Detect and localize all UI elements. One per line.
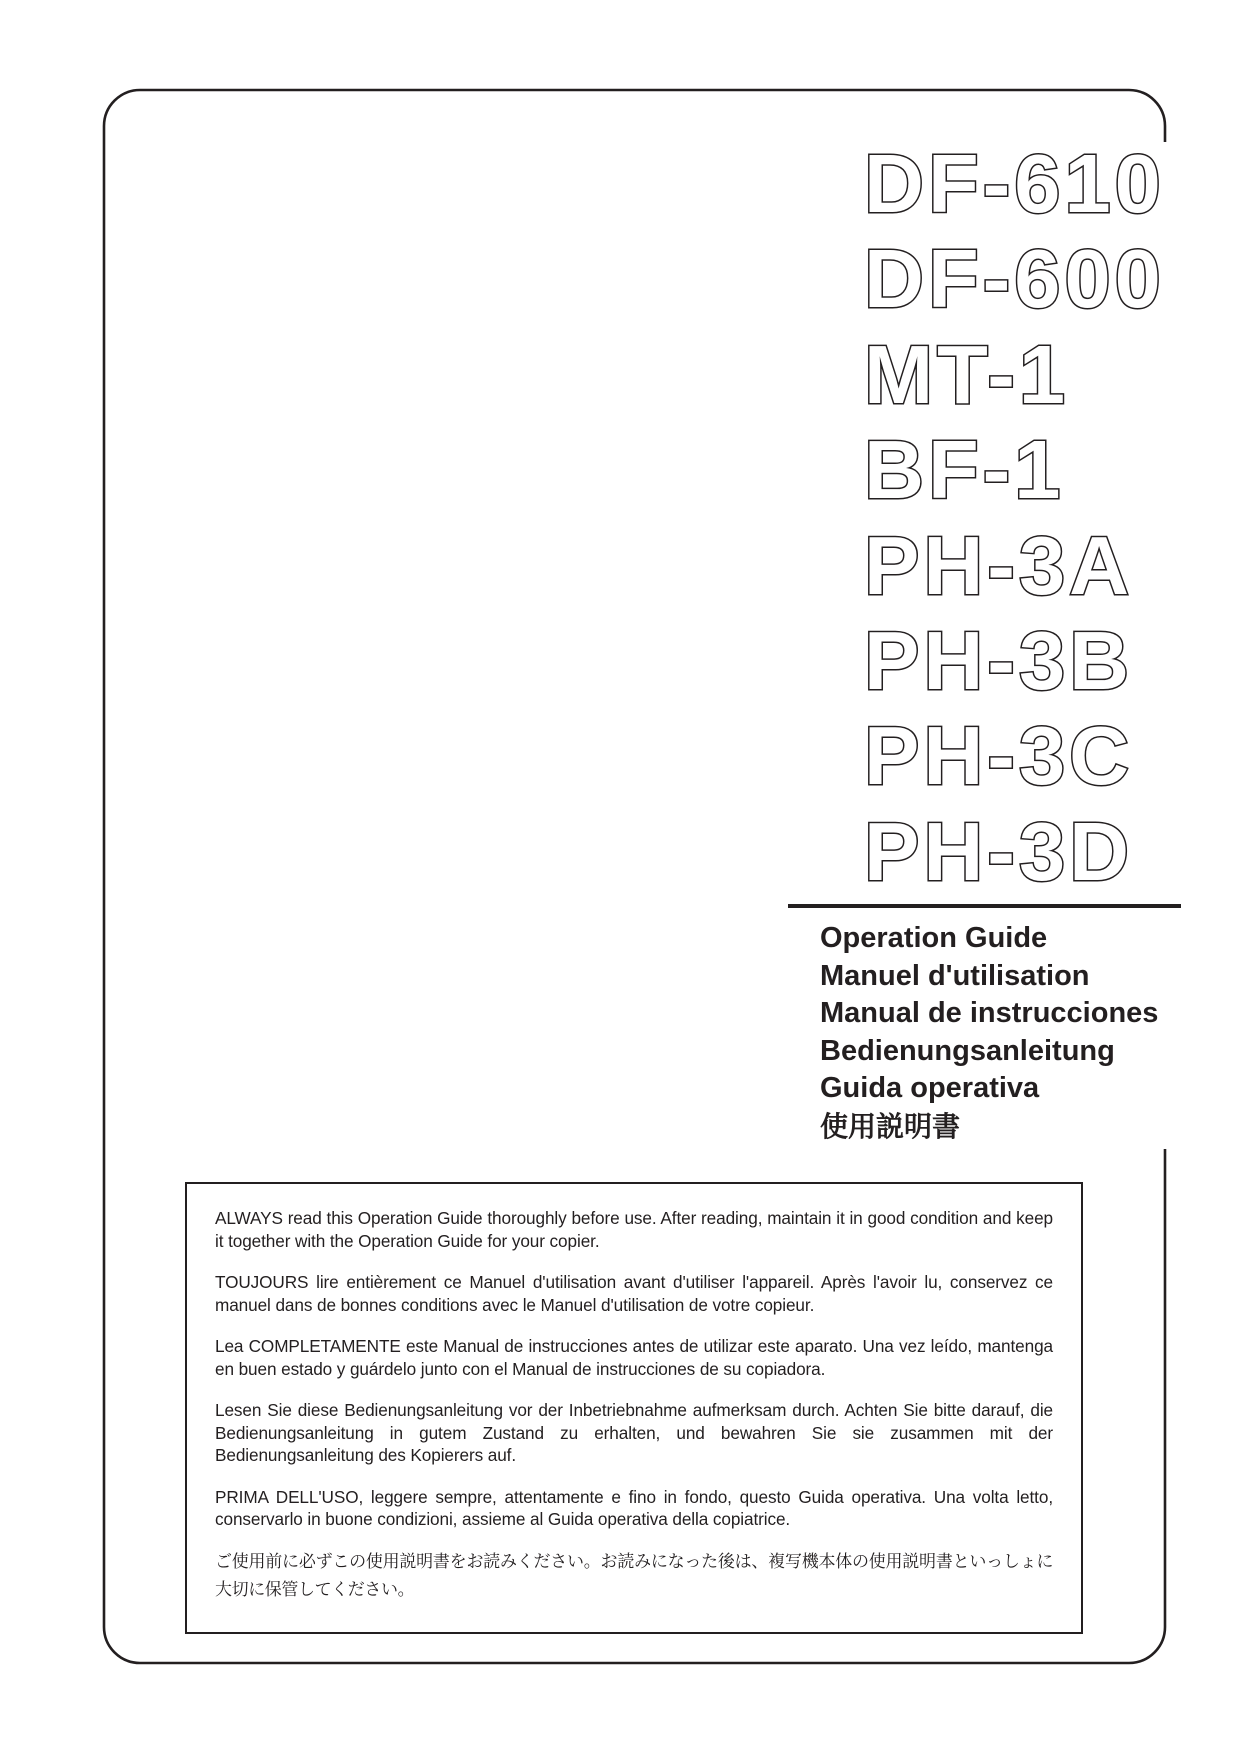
model-title: DF-600 [864, 232, 1165, 326]
guide-title-italian: Guida operativa [820, 1072, 1040, 1105]
guide-title-japanese: 使用説明書 [820, 1109, 961, 1143]
notice-japanese: ご使用前に必ずこの使用説明書をお読みください。お読みになった後は、複写機本体の使用説明書といっしょに大切に保管してください。 [215, 1551, 1053, 1600]
model-title: PH-3A [864, 518, 1134, 612]
notice-french: TOUJOURS lire entièrement ce Manuel d'utilisation avant d'utiliser l'appareil. Après l'avoir lu, conservez ce manuel dans de bonnes conditions avec le Manuel d'utilisation de votre copieur. [215, 1272, 1053, 1315]
model-title: PH-3D [864, 804, 1134, 898]
model-list [864, 136, 1165, 899]
model-title: PH-3B [864, 613, 1134, 707]
model-title: BF-1 [864, 423, 1065, 517]
reading-notice-box [185, 1182, 1083, 1634]
notice-italian: PRIMA DELL'USO, leggere sempre, attentamente e fino in fondo, questo Guida operativa. Una volta letto, conservarlo in buone condizioni, assieme al Guida operativa della copiatrice. [215, 1486, 1053, 1529]
notice-german: Lesen Sie diese Bedienungsanleitung vor der Inbetriebnahme aufmerksam durch. Achten Sie bitte darauf, die Bedienungsanleitung in gutem Zustand zu erhalten, und bewahren Sie sie zusammen mit der Bedienungsanleitung des Kopierers auf. [215, 1400, 1053, 1465]
model-title: PH-3C [864, 709, 1134, 803]
guide-title-french: Manuel d'utilisation [820, 959, 1090, 992]
title-divider [788, 904, 1181, 908]
guide-title-english: Operation Guide [820, 922, 1048, 954]
notice-english: ALWAYS read this Operation Guide thoroughly before use. After reading, maintain it in good condition and keep it together with the Operation Guide for your copier. [215, 1208, 1053, 1251]
guide-title-list [820, 920, 1158, 1146]
guide-title-german: Bedienungsanleitung [820, 1034, 1115, 1067]
model-title: MT-1 [864, 327, 1070, 421]
guide-title-spanish: Manual de instrucciones [820, 997, 1159, 1030]
model-title: DF-610 [864, 137, 1165, 230]
notice-spanish: Lea COMPLETAMENTE este Manual de instrucciones antes de utilizar este aparato. Una vez leído, mantenga en buen estado y guárdelo junto con el Manual de instrucciones de su copiadora. [215, 1336, 1053, 1379]
